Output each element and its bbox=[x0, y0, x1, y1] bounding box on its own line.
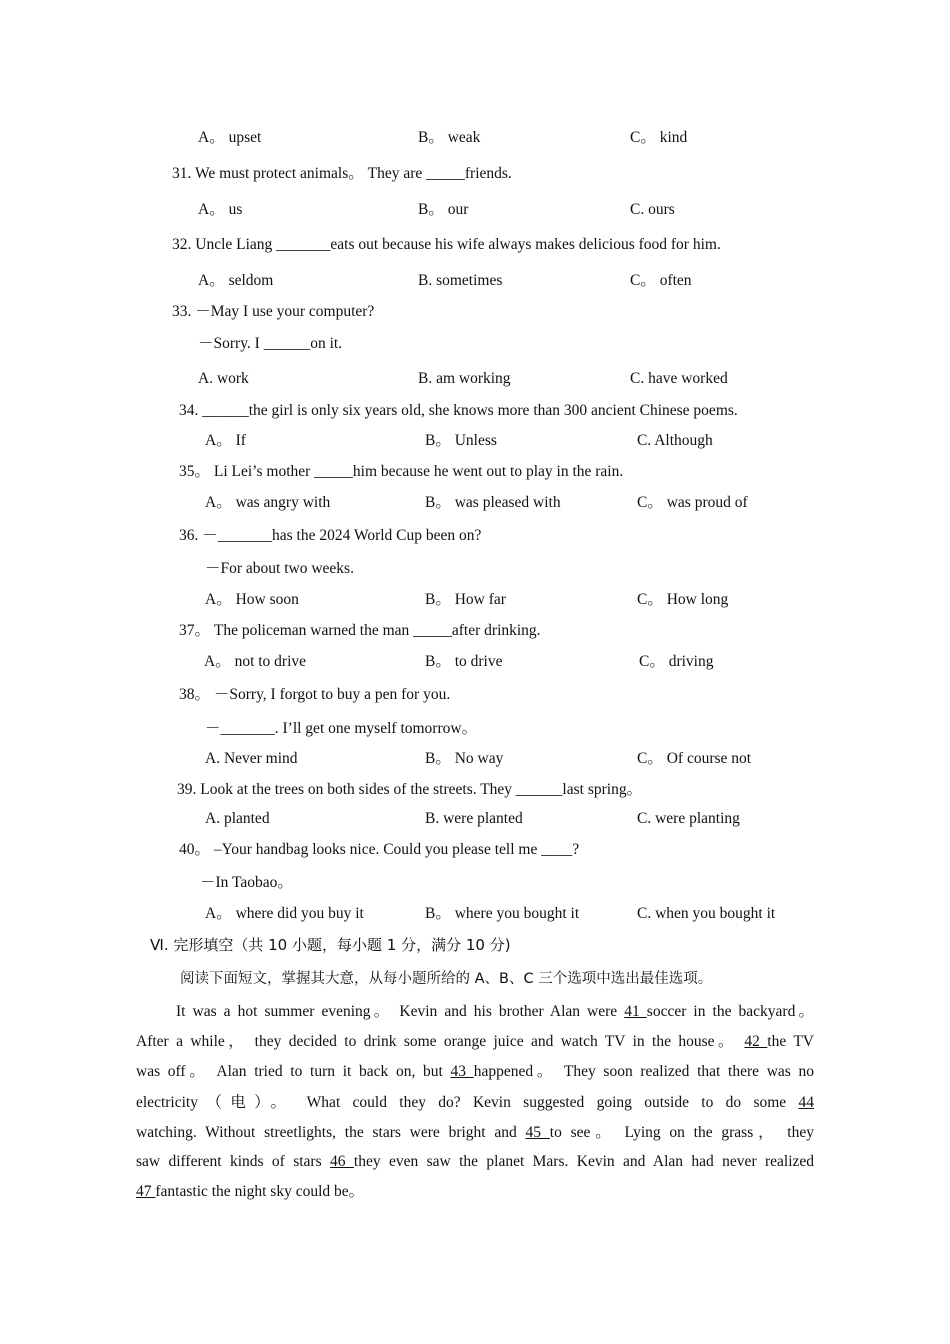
q36-option-a: A。 How soon bbox=[205, 591, 299, 608]
q34-option-b: B。 Unless bbox=[425, 432, 497, 449]
q30-option-a: A。 upset bbox=[198, 129, 262, 146]
q30-option-c: C。 kind bbox=[630, 129, 688, 146]
q40-reply: －In Taobao。 bbox=[200, 874, 293, 891]
passage-line-5: watching. Without streetlights, the stars were bright and 45 to see。 Lying on the grass， they bbox=[136, 1124, 814, 1141]
q33-option-c: C. have worked bbox=[630, 370, 728, 387]
q40-option-b: B。 where you bought it bbox=[425, 905, 580, 922]
q35-option-a: A。 was angry with bbox=[205, 494, 331, 511]
q33-stem: 33. －May I use your computer? bbox=[172, 303, 375, 320]
q32-stem: 32. Uncle Liang _______eats out because his wife always makes delicious food for him. bbox=[172, 236, 721, 253]
q32-option-a: A。 seldom bbox=[198, 272, 274, 289]
q38-stem: 38。 －Sorry, I forgot to buy a pen for you. bbox=[179, 686, 451, 703]
q31-option-b: B。 our bbox=[418, 201, 469, 218]
q33-option-a: A. work bbox=[198, 370, 249, 387]
q35-stem: 35。 Li Lei’s mother _____him because he went out to play in the rain. bbox=[179, 463, 624, 480]
passage-line-7: 47 fantastic the night sky could be。 bbox=[136, 1183, 365, 1200]
q38-option-a: A. Never mind bbox=[205, 750, 298, 767]
q39-option-c: C. were planting bbox=[637, 810, 740, 827]
blank-41: 41 bbox=[624, 1003, 647, 1020]
q38-reply: －_______. I’ll get one myself tomorrow。 bbox=[205, 720, 478, 737]
q31-option-c: C. ours bbox=[630, 201, 675, 218]
q33-reply: －Sorry. I ______on it. bbox=[198, 335, 343, 352]
q34-stem: 34. ______the girl is only six years old, she knows more than 300 ancient Chinese poems. bbox=[179, 402, 738, 419]
passage-line-6: saw different kinds of stars 46 they even saw the planet Mars. Kevin and Alan had never realized bbox=[136, 1153, 815, 1170]
q36-reply: －For about two weeks. bbox=[205, 560, 354, 577]
section-instruction: 阅读下面短文，掌握其大意，从每小题所给的 A、B、C 三个选项中选出最佳选项。 bbox=[180, 971, 713, 987]
q38-option-b: B。 No way bbox=[425, 750, 504, 767]
q36-option-b: B。 How far bbox=[425, 591, 506, 608]
q36-option-c: C。 How long bbox=[637, 591, 729, 608]
blank-44: 44 bbox=[798, 1094, 814, 1111]
q33-option-b: B. am working bbox=[418, 370, 511, 387]
passage-line-2: After a while， they decided to drink some orange juice and watch TV in the house。 42 the TV bbox=[136, 1033, 814, 1050]
blank-46: 46 bbox=[330, 1153, 354, 1170]
blank-42: 42 bbox=[744, 1033, 768, 1050]
q34-option-c: C. Although bbox=[637, 432, 713, 449]
q39-stem: 39. Look at the trees on both sides of the streets. They ______last spring。 bbox=[177, 781, 643, 798]
q31-option-a: A。 us bbox=[198, 201, 243, 218]
q31-stem: 31. We must protect animals。 They are _____friends. bbox=[172, 165, 512, 182]
q38-option-c: C。 Of course not bbox=[637, 750, 752, 767]
section-heading: Ⅵ. 完形填空（共 10 小题，每小题 1 分，满分 10 分) bbox=[150, 936, 511, 954]
q40-stem: 40。 –Your handbag looks nice. Could you please tell me ____? bbox=[179, 841, 580, 858]
q36-stem: 36. －_______has the 2024 World Cup been on? bbox=[179, 527, 482, 544]
q32-option-c: C。 often bbox=[630, 272, 692, 289]
q40-option-c: C. when you bought it bbox=[637, 905, 776, 922]
q39-option-a: A. planted bbox=[205, 810, 270, 827]
q40-option-a: A。 where did you buy it bbox=[205, 905, 364, 922]
q35-option-c: C。 was proud of bbox=[637, 494, 748, 511]
q30-option-b: B。 weak bbox=[418, 129, 481, 146]
blank-45: 45 bbox=[525, 1124, 550, 1141]
q37-option-b: B。 to drive bbox=[425, 653, 503, 670]
q37-option-a: A。 not to drive bbox=[204, 653, 307, 670]
passage-line-3: was off。 Alan tried to turn it back on, but 43 happened。 They soon realized that there was no bbox=[136, 1063, 814, 1080]
q39-option-b: B. were planted bbox=[425, 810, 523, 827]
q32-option-b: B. sometimes bbox=[418, 272, 503, 289]
blank-47: 47 bbox=[136, 1183, 156, 1200]
q34-option-a: A。 If bbox=[205, 432, 246, 449]
q35-option-b: B。 was pleased with bbox=[425, 494, 561, 511]
q37-option-c: C。 driving bbox=[639, 653, 714, 670]
q37-stem: 37。 The policeman warned the man _____after drinking. bbox=[179, 622, 541, 639]
passage-line-1: It was a hot summer evening。 Kevin and his brother Alan were 41 soccer in the backyard。 bbox=[176, 1003, 815, 1020]
passage-line-4: electricity（电）。 What could they do? Kevin suggested going outside to do some 44 bbox=[136, 1094, 814, 1111]
blank-43: 43 bbox=[450, 1063, 474, 1080]
